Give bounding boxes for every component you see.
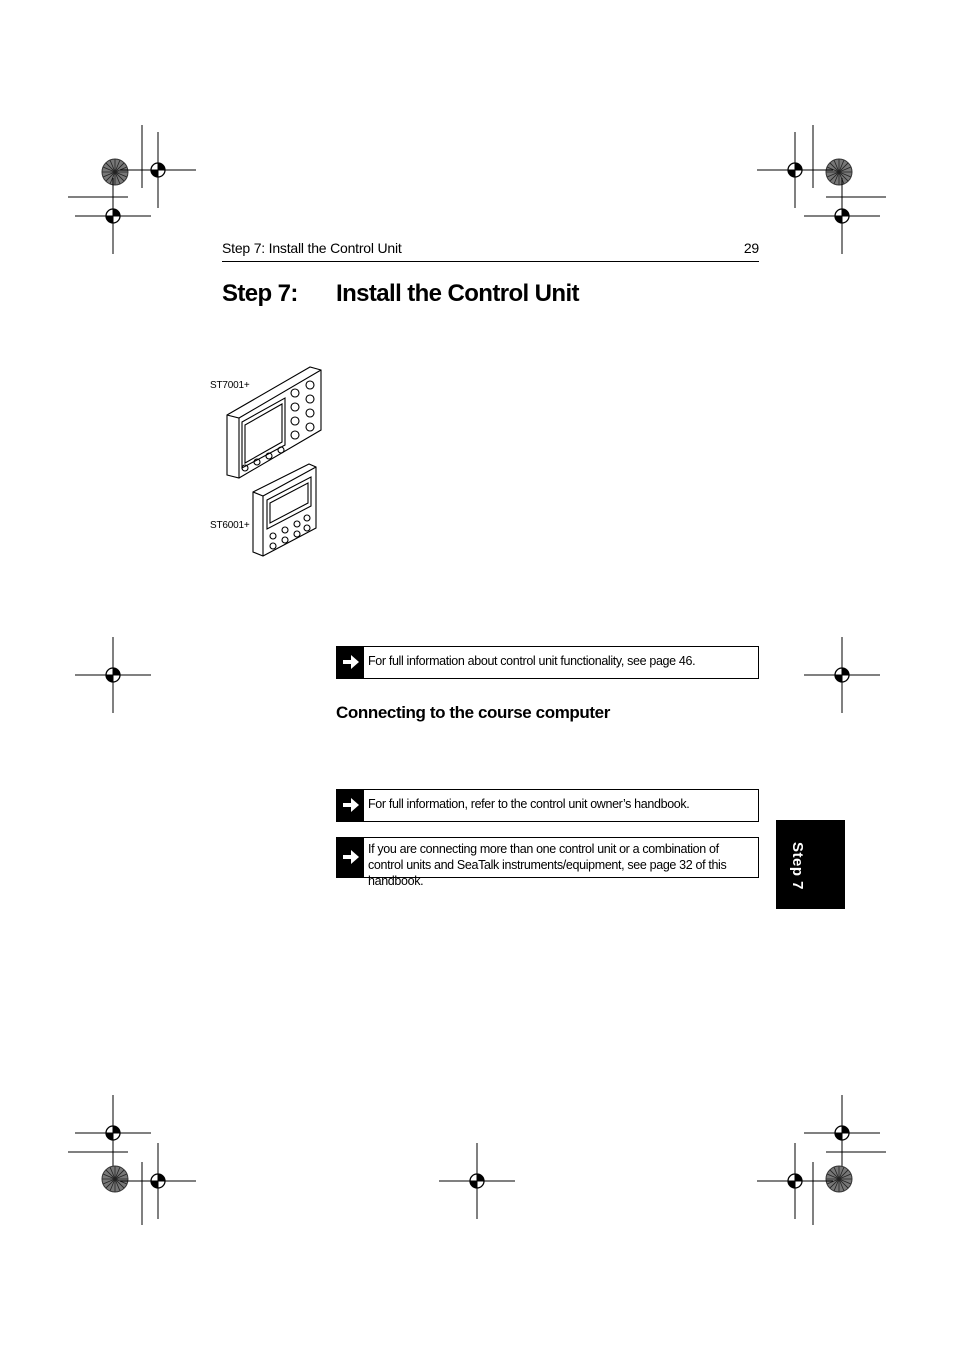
running-title: Step 7: Install the Control Unit — [222, 240, 402, 256]
running-header — [222, 238, 759, 262]
arrow-right-icon — [337, 838, 364, 877]
st7001-label: ST7001+ — [210, 380, 250, 391]
control-unit-illustration — [205, 360, 330, 565]
control-unit-figure — [205, 360, 330, 565]
st6001-label: ST6001+ — [210, 520, 250, 531]
note-text: For full information, refer to the control unit owner’s handbook. — [368, 797, 690, 811]
section-heading: Connecting to the course computer — [336, 703, 610, 722]
side-tab-label: Step 7 — [789, 842, 806, 891]
note-box — [336, 837, 759, 888]
step-number: Step 7: — [222, 280, 298, 307]
arrow-right-icon — [337, 647, 364, 678]
step-name: Install the Control Unit — [336, 280, 579, 307]
note-text: For full information about control unit functionality, see page 46. — [368, 654, 696, 668]
note-text: If you are connecting more than one control unit or a combination of control units and SeaTalk instruments/equipment, see page 32 of this handbook. — [368, 842, 727, 888]
arrow-right-icon — [337, 790, 364, 821]
section-side-tab — [776, 820, 845, 909]
note-box — [336, 789, 759, 822]
note-box — [336, 646, 759, 679]
page-number: 29 — [743, 240, 759, 256]
